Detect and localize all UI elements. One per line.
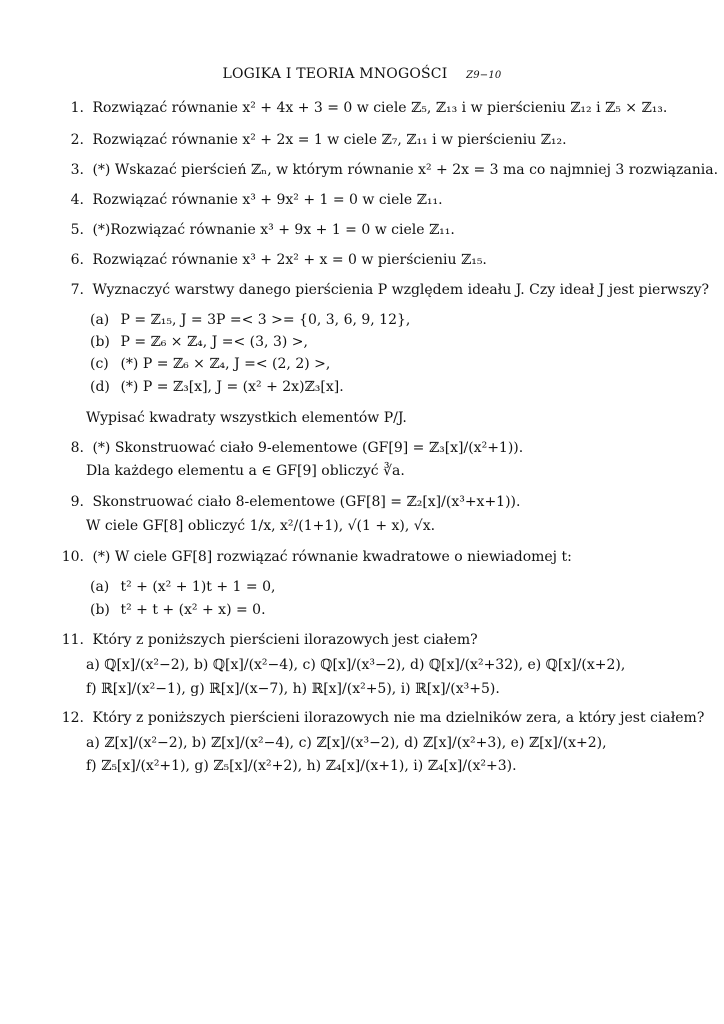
exercise-2 [60, 130, 700, 150]
exercise-11 [60, 630, 700, 650]
sub-text: P = ℤ₆ × ℤ₄, J =< (3, 3) >, [120, 334, 308, 350]
exercise-7 [60, 280, 709, 300]
exercise-7b [90, 332, 308, 352]
exercise-number: 11. [61, 632, 84, 648]
sub-label: (b) [90, 602, 110, 618]
sub-text: P = ℤ₁₅, J = 3P =< 3 >= {0, 3, 6, 9, 12}, [120, 312, 411, 328]
exercise-number: 2. [70, 132, 84, 148]
exercise-7c [90, 354, 330, 374]
sub-text: t² + t + (x² + x) = 0. [120, 602, 266, 618]
exercise-9 [60, 492, 700, 512]
sub-text: (*) P = ℤ₆ × ℤ₄, J =< (2, 2) >, [120, 356, 331, 372]
exercise-11-line-1: a) ℚ[x]/(x²−2), b) ℚ[x]/(x²−4), c) ℚ[x]/(x³−2), d) ℚ[x]/(x²+32), e) ℚ[x]/(x+2), [86, 657, 626, 673]
exercise-6 [60, 250, 700, 270]
exercise-10a [90, 577, 275, 597]
exercise-text: Rozwiązać równanie x³ + 9x² + 1 = 0 w ciele ℤ₁₁. [92, 192, 443, 208]
sub-text: (*) P = ℤ₃[x], J = (x² + 2x)ℤ₃[x]. [120, 379, 344, 395]
exercise-7a [90, 310, 410, 330]
exercise-12-line-2: f) ℤ₅[x]/(x²+1), g) ℤ₅[x]/(x²+2), h) ℤ₄[x]/(x+1), i) ℤ₄[x]/(x²+3). [86, 758, 517, 774]
exercise-number: 7. [70, 282, 84, 298]
exercise-1 [60, 98, 700, 118]
exercise-text: Wyznaczyć warstwy danego pierścienia P względem ideału J. Czy ideał J jest pierwszy? [92, 282, 709, 298]
exercise-number: 10. [61, 549, 84, 565]
exercise-text: Który z poniższych pierścieni ilorazowych jest ciałem? [92, 632, 478, 648]
exercise-7d [90, 377, 344, 397]
exercise-number: 9. [70, 494, 84, 510]
exercise-number: 3. [70, 162, 84, 178]
sub-label: (d) [90, 379, 110, 395]
exercise-number: 5. [70, 222, 84, 238]
exercise-10 [60, 547, 700, 567]
exercise-text: (*) Skonstruować ciało 9-elementowe (GF[9] = ℤ₃[x]/(x²+1)). [92, 440, 524, 456]
exercise-9-extra: W ciele GF[8] obliczyć 1/x, x²/(1+1), √(1 + x), √x. [86, 518, 436, 534]
exercise-number: 8. [70, 440, 84, 456]
exercise-4 [60, 190, 700, 210]
exercise-text: (*) W ciele GF[8] rozwiązać równanie kwadratowe o niewiadomej t: [92, 549, 572, 565]
sub-label: (b) [90, 334, 110, 350]
exercise-number: 1. [70, 100, 84, 116]
exercise-8-extra: Dla każdego elementu a ∈ GF[9] obliczyć ∛a. [86, 463, 405, 479]
title-main: LOGIKA I TEORIA MNOGOŚCI [222, 66, 448, 82]
sub-label: (c) [90, 356, 109, 372]
title-sub: Z9−10 [466, 70, 502, 81]
exercise-3 [60, 160, 719, 180]
exercise-text: (*)Rozwiązać równanie x³ + 9x + 1 = 0 w ciele ℤ₁₁. [92, 222, 455, 238]
sub-text: t² + (x² + 1)t + 1 = 0, [120, 579, 276, 595]
sub-label: (a) [90, 579, 110, 595]
exercise-text: (*) Wskazać pierścień ℤₙ, w którym równanie x² + 2x = 3 ma co najmniej 3 rozwiązania. [92, 162, 719, 178]
exercise-text: Rozwiązać równanie x² + 2x = 1 w ciele ℤ₇, ℤ₁₁ i w pierścieniu ℤ₁₂. [92, 132, 567, 148]
page-title [0, 66, 724, 82]
exercise-text: Rozwiązać równanie x² + 4x + 3 = 0 w ciele ℤ₅, ℤ₁₃ i w pierścieniu ℤ₁₂ i ℤ₅ × ℤ₁₃. [92, 100, 668, 116]
exercise-12 [60, 708, 705, 728]
sub-label: (a) [90, 312, 110, 328]
exercise-12-line-1: a) ℤ[x]/(x²−2), b) ℤ[x]/(x²−4), c) ℤ[x]/(x³−2), d) ℤ[x]/(x²+3), e) ℤ[x]/(x+2), [86, 735, 607, 751]
exercise-number: 6. [70, 252, 84, 268]
exercise-5 [60, 220, 700, 240]
exercise-11-line-2: f) ℝ[x]/(x²−1), g) ℝ[x]/(x−7), h) ℝ[x]/(x²+5), i) ℝ[x]/(x³+5). [86, 681, 500, 697]
exercise-8 [60, 438, 700, 458]
exercise-text: Rozwiązać równanie x³ + 2x² + x = 0 w pierścieniu ℤ₁₅. [92, 252, 487, 268]
exercise-number: 4. [70, 192, 84, 208]
exercise-number: 12. [61, 710, 84, 726]
exercise-text: Który z poniższych pierścieni ilorazowych nie ma dzielników zera, a który jest ciałem? [92, 710, 705, 726]
exercise-7-extra: Wypisać kwadraty wszystkich elementów P/J. [86, 410, 407, 426]
exercise-text: Skonstruować ciało 8-elementowe (GF[8] = ℤ₂[x]/(x³+x+1)). [92, 494, 521, 510]
exercise-10b [90, 600, 266, 620]
